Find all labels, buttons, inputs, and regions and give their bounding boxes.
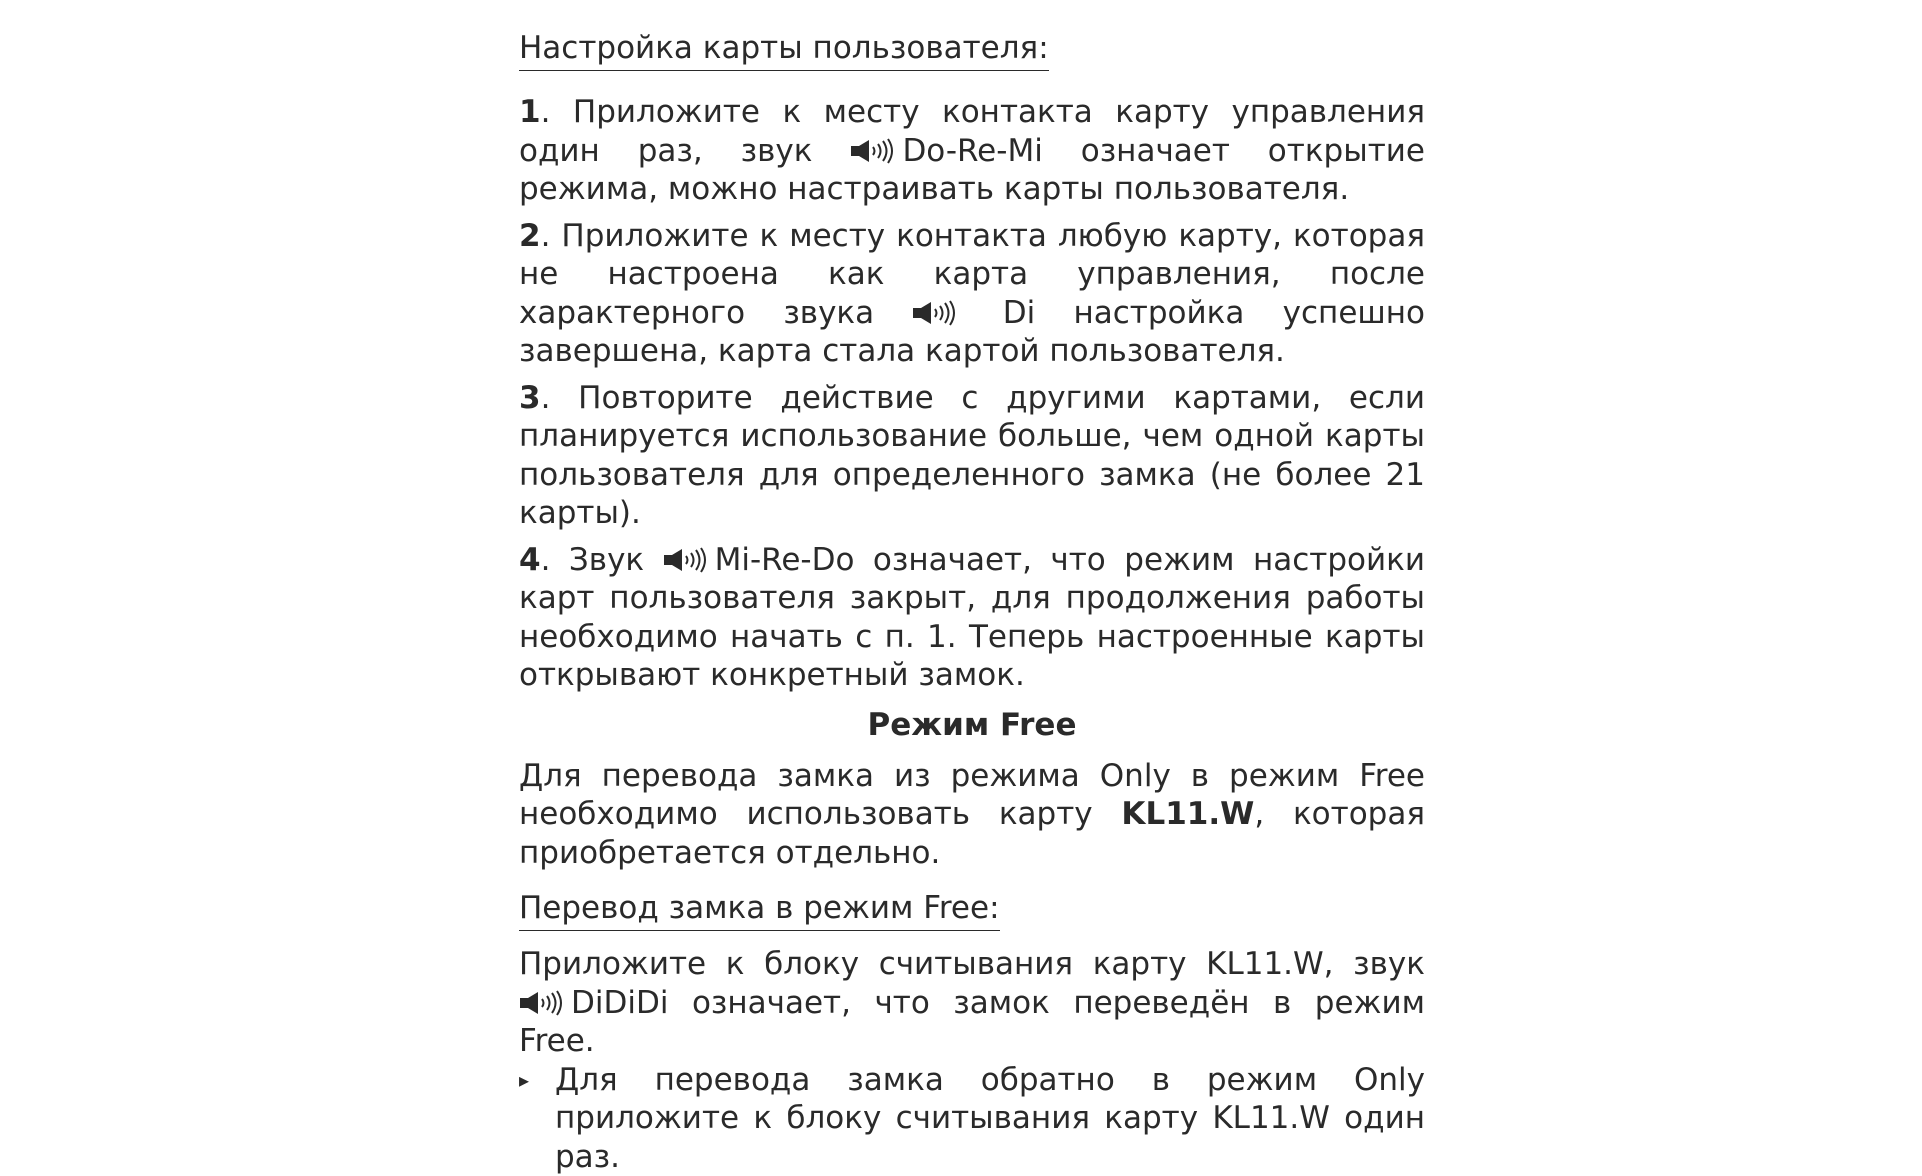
step-text: Di настройка успешно завершена, карта стала картой пользователя. (519, 295, 1425, 370)
section-subheading-free-mode: Перевод замка в режим Free: (519, 888, 1000, 931)
speaker-sound-icon (663, 547, 713, 573)
step-number: 1 (519, 94, 541, 130)
step-3 (519, 379, 1425, 533)
free-mode-heading: Режим Free (519, 705, 1425, 745)
step-text: Mi-Re-Do означает, что режим настройки карт пользователя закрыт, для продолжения работы необходимо начать с п. 1. Теперь настроенные карты открывают конкретный замок. (519, 542, 1425, 694)
bullet-item (519, 1061, 1425, 1176)
step-4 (519, 541, 1425, 695)
speaker-sound-icon (519, 990, 569, 1016)
step-number: 2 (519, 218, 541, 254)
bullet-text: Для перевода замка обратно в режим Only приложите к блоку считывания карту KL11.W один раз. (555, 1061, 1425, 1176)
step-text: . Приложите к месту контакта любую карту, которая не настроена как карта управления, после характерного звука (519, 218, 1425, 331)
step-1 (519, 93, 1425, 209)
instruction-text: DiDiDi означает, что замок переведён в режим Free. (519, 985, 1425, 1060)
step-number: 3 (519, 380, 541, 416)
document-page (519, 28, 1425, 1176)
step-text: . Звук (541, 542, 663, 578)
step-text: . Повторите действие с другими картами, если планируется использование больше, чем одной карты пользователя для определенного замка (не более 21 карты). (519, 380, 1425, 532)
instruction-text: Приложите к блоку считывания карту KL11.W, звук (519, 946, 1425, 982)
card-model: KL11.W (1121, 796, 1254, 832)
step-text: . Приложите к месту контакта карту управления один раз, звук (519, 94, 1425, 169)
section-subheading-user-card: Настройка карты пользователя: (519, 28, 1049, 71)
speaker-sound-icon (850, 138, 900, 164)
speaker-sound-icon (912, 300, 962, 326)
intro-text: , которая приобретается отдельно. (519, 796, 1425, 871)
step-number: 4 (519, 542, 541, 578)
step-text: Do-Re-Mi означает открытие режима, можно настраивать карты пользователя. (519, 133, 1425, 208)
free-mode-instruction (519, 945, 1425, 1061)
step-2 (519, 217, 1425, 371)
free-mode-intro (519, 757, 1425, 873)
triangle-bullet-icon: ▸ (519, 1061, 555, 1100)
intro-text: Для перевода замка из режима Only в режим Free необходимо использовать карту (519, 758, 1425, 833)
